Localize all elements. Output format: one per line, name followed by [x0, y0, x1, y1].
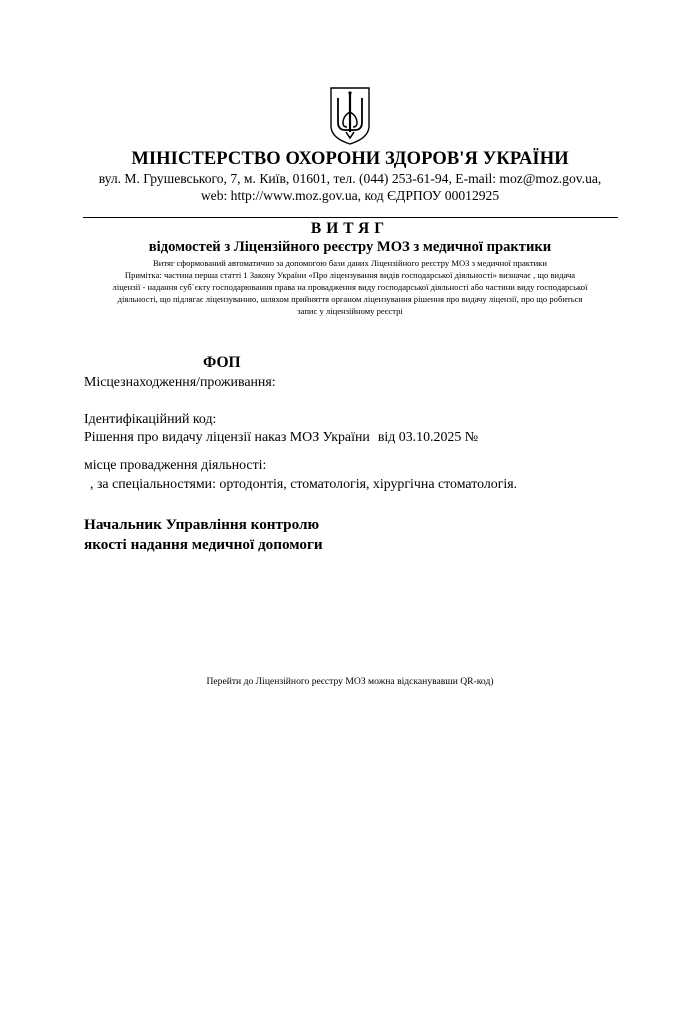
location-label: Місцезнаходження/проживання:	[84, 375, 276, 390]
qr-code-note: Перейти до Ліцензійного реєстру МОЗ можна відсканувавши QR-код)	[206, 676, 494, 687]
specialties: , за спеціальностями: ортодонтія, стоматологія, хірургічна стоматологія.	[90, 477, 518, 492]
ministry-web-code: web: http://www.moz.gov.ua, код ЄДРПОУ 00012925	[200, 188, 500, 203]
remark-line: ліцензії - надання суб`єкту господарювання права на провадження виду господарської діяльності або частини виду господарської	[112, 282, 588, 292]
remark-line: Примітка: частина перша статті 1 Закону України «Про ліцензування видів господарської діяльності» визначає , що видача	[124, 270, 576, 280]
decision-label: Рішення про видачу ліцензії наказ МОЗ України	[84, 430, 370, 445]
decision-date: від 03.10.2025 №	[377, 430, 479, 445]
signatory-title: Начальник Управління контролю	[84, 516, 320, 533]
license-decision	[84, 430, 478, 446]
header-divider	[83, 217, 618, 218]
ministry-title: МІНІСТЕРСТВО ОХОРОНИ ЗДОРОВ'Я УКРАЇНИ	[131, 149, 569, 169]
id-code-label: Ідентифікаційний код:	[84, 412, 217, 427]
remark-line: запис у ліцензійному реєстрі	[297, 306, 403, 316]
activity-place-label: місце провадження діяльності:	[84, 458, 267, 473]
auto-generated-note: Витяг сформований автоматично за допомогою бази даних Ліцензійного реєстру МОЗ з медичної практики	[153, 258, 547, 268]
remark-line: діяльності, що підлягає ліцензуванню, шляхом прийняття органом ліцензування рішення про видачу ліцензії, про що робиться	[117, 294, 583, 304]
document-title: ВИТЯГ	[310, 220, 390, 237]
tryzub-coat-of-arms-icon	[329, 86, 371, 146]
fop-label: ФОП	[203, 354, 241, 371]
signatory-title: якості надання медичної допомоги	[84, 536, 323, 553]
document-subtitle: відомостей з Ліцензійного реєстру МОЗ з медичної практики	[148, 239, 552, 255]
ministry-address: вул. М. Грушевського, 7, м. Київ, 01601, тел. (044) 253-61-94, E-mail: moz@moz.gov.ua,	[98, 171, 602, 186]
